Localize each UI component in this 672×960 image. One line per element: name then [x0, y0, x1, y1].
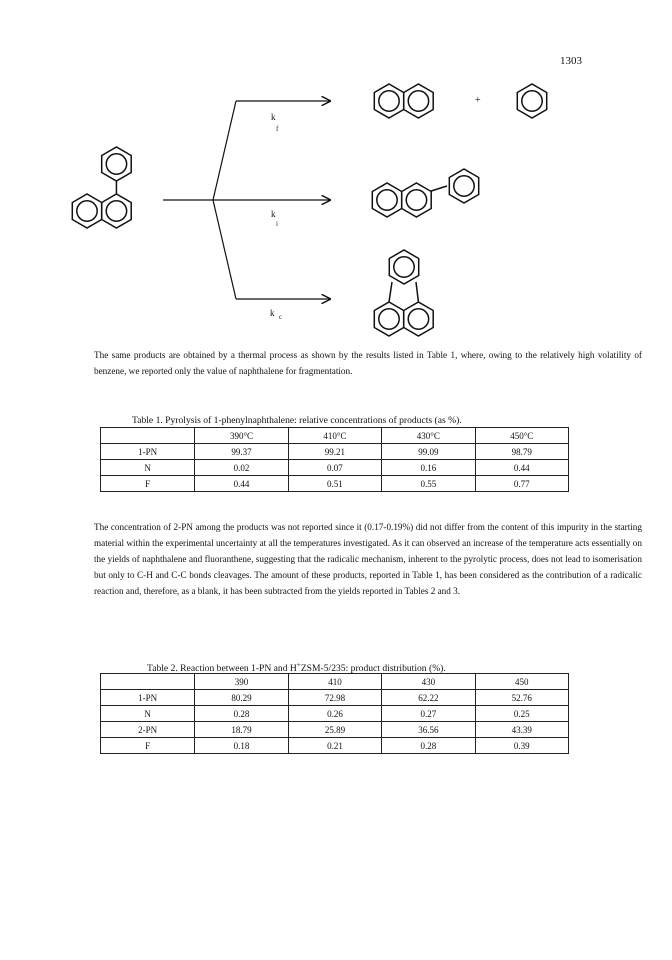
table-header-row: [101, 428, 569, 444]
page-number: 1303: [560, 55, 582, 67]
table-cell: 99.21: [288, 444, 381, 460]
branch-upper: [213, 101, 236, 200]
table-cell: 0.44: [195, 476, 288, 492]
table-cell: 18.79: [195, 722, 288, 738]
table-header-cell: 410: [288, 674, 381, 690]
table-row: [101, 460, 569, 476]
product-naphthalene-right-aromatic-circle: [408, 91, 428, 111]
table-row: [101, 444, 569, 460]
rate-constant-kf: k: [271, 112, 276, 122]
reactant-naphthalene-left-aromatic-circle: [77, 201, 97, 221]
table-cell: 52.76: [475, 690, 568, 706]
table-cell: 43.39: [475, 722, 568, 738]
table-cell: 0.16: [382, 460, 475, 476]
row-label: N: [101, 706, 195, 722]
table2-caption-prefix: Table 2. Reaction between 1-PN and H: [147, 663, 297, 675]
row-label: 1-PN: [101, 690, 195, 706]
branch-lower: [213, 200, 236, 299]
rate-constant-kc: k: [270, 308, 275, 318]
table-header-cell: 450°C: [475, 428, 568, 444]
product-fluoranthene-left-aromatic-circle: [379, 309, 399, 329]
row-label: N: [101, 460, 195, 476]
table2: [100, 673, 569, 754]
table-cell: 0.02: [195, 460, 288, 476]
table-cell: 0.77: [475, 476, 568, 492]
table-header-cell: [101, 674, 195, 690]
rate-constant-kc-sub: c: [279, 313, 283, 321]
table-cell: 0.18: [195, 738, 288, 754]
table1: [100, 427, 569, 492]
table-header-cell: [101, 428, 195, 444]
product-fluoranthene-bond-right: [416, 282, 418, 302]
table-cell: 0.28: [382, 738, 475, 754]
plus-sign: +: [475, 95, 481, 106]
product-2pn-biaryl-bond: [431, 186, 447, 191]
product-fluoranthene-right-aromatic-circle: [408, 309, 428, 329]
product-fluoranthene-bond-left: [389, 282, 392, 302]
table2-caption-suffix: ZSM-5/235: product distribution (%).: [300, 663, 446, 675]
table-row: [101, 738, 569, 754]
table-cell: 0.55: [382, 476, 475, 492]
table-cell: 98.79: [475, 444, 568, 460]
table-cell: 0.27: [382, 706, 475, 722]
table-cell: 80.29: [195, 690, 288, 706]
table-cell: 0.51: [288, 476, 381, 492]
row-label: F: [101, 738, 195, 754]
table2-caption-sup: +: [296, 661, 301, 669]
table-cell: 62.22: [382, 690, 475, 706]
rate-constant-ki-sub: i: [276, 220, 278, 228]
table-cell: 99.09: [382, 444, 475, 460]
table-cell: 0.07: [288, 460, 381, 476]
product-fluoranthene-top-aromatic-circle: [394, 257, 414, 277]
table-cell: 25.89: [288, 722, 381, 738]
product-benzene-aromatic-circle: [522, 91, 542, 111]
table-cell: 0.39: [475, 738, 568, 754]
table-row: [101, 706, 569, 722]
table-header-cell: 430: [382, 674, 475, 690]
table-header-cell: 430°C: [382, 428, 475, 444]
table-row: [101, 690, 569, 706]
table1-caption: Table 1. Pyrolysis of 1-phenylnaphthalene: relative concentrations of products (as %).: [132, 415, 462, 426]
table-cell: 72.98: [288, 690, 381, 706]
table-cell: 0.21: [288, 738, 381, 754]
table-cell: 0.25: [475, 706, 568, 722]
product-2pn-left-aromatic-circle: [377, 190, 397, 210]
rate-constant-kf-sub: f: [276, 125, 279, 133]
table-row: [101, 476, 569, 492]
table-row: [101, 722, 569, 738]
row-label: F: [101, 476, 195, 492]
product-2pn-phenyl-aromatic-circle: [454, 176, 474, 196]
table-header-cell: 390°C: [195, 428, 288, 444]
row-label: 2-PN: [101, 722, 195, 738]
table-header-cell: 410°C: [288, 428, 381, 444]
paragraph-2: The concentration of 2-PN among the products was not reported since it (0.17-0.19%) did not differ from the content of this impurity in the starting material within the experimental uncertainty at all the temperatures investigated. As it can observed an increase of the temperature acts essentially on the yields of naphthalene and fluoranthene, suggesting that the radicalic mechanism, inherent to the pyrolytic process, does not lead to isomerisation but only to C-H and C-C bonds cleavages. The amount of these products, reported in Table 1, has been considered as the contribution of a radicalic reaction and, therefore, as a blank, it has been subtracted from the yields reported in Tables 2 and 3.: [94, 522, 642, 596]
table-cell: 36.56: [382, 722, 475, 738]
table-header-cell: 390: [195, 674, 288, 690]
reaction-scheme: [0, 0, 672, 340]
table-header-cell: 450: [475, 674, 568, 690]
product-naphthalene-left-aromatic-circle: [379, 91, 399, 111]
table-cell: 99.37: [195, 444, 288, 460]
table-cell: 0.26: [288, 706, 381, 722]
product-2pn-right-aromatic-circle: [406, 190, 426, 210]
paragraph-1: The same products are obtained by a thermal process as shown by the results listed in Table 1, where, owing to the relatively high volatility of benzene, we reported only the value of naphthalene for fragmentation.: [94, 350, 642, 376]
reactant-naphthalene-right-aromatic-circle: [106, 201, 126, 221]
rate-constant-ki: k: [271, 209, 276, 219]
table-cell: 0.44: [475, 460, 568, 476]
reactant-phenyl-aromatic-circle: [106, 154, 126, 174]
reaction-arrows: [163, 101, 330, 299]
row-label: 1-PN: [101, 444, 195, 460]
table-cell: 0.28: [195, 706, 288, 722]
table-header-row: [101, 674, 569, 690]
